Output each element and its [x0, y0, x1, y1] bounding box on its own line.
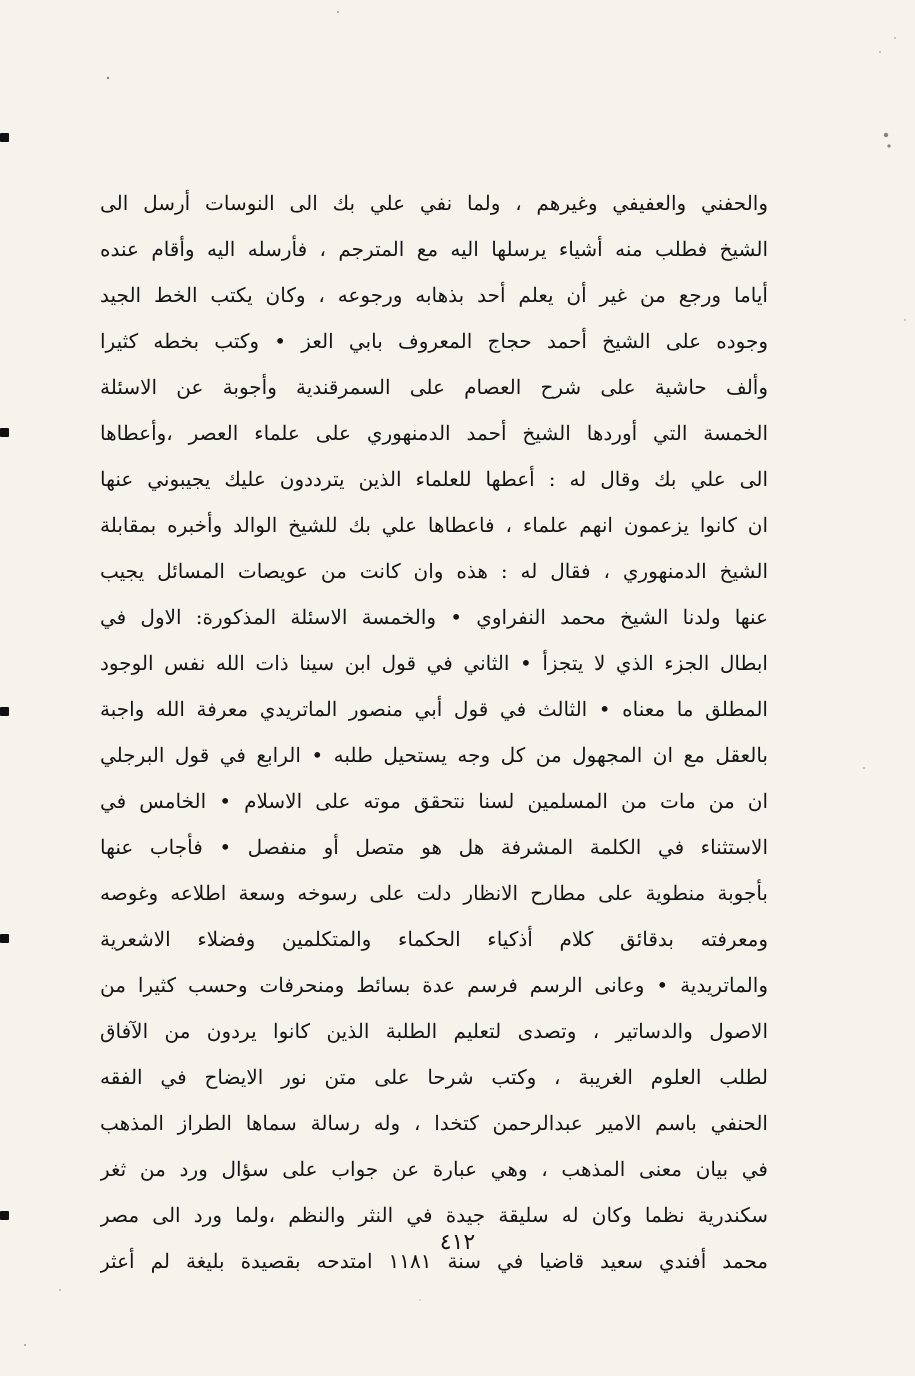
text-line: بالعقل مع ان المجهول من كل وجه يستحيل طلبه • الرابع في قول البرجلي: [100, 743, 768, 767]
text-line: المطلق ما معناه • الثالث في قول أبي منصور الماتريدي معرفة الله واجبة: [100, 697, 768, 721]
text-line: لطلب العلوم الغريبة ، وكتب شرحا على متن نور الايضاح في الفقه: [100, 1065, 768, 1089]
text-line: ومعرفته بدقائق كلام أذكياء الحكماء والمتكلمين وفضلاء الاشعرية: [100, 927, 768, 951]
text-line: الشيخ الدمنهوري ، فقال له : هذه وان كانت من عويصات المسائل يجيب: [100, 559, 768, 583]
margin-mark-2: [0, 428, 9, 437]
text-line: الخمسة التي أوردها الشيخ أحمد الدمنهوري على علماء العصر ،وأعطاها: [100, 421, 768, 445]
body-text: [100, 180, 768, 1284]
text-line: وجوده على الشيخ أحمد حجاج المعروف بابي العز • وكتب بخطه كثيرا: [100, 329, 768, 353]
text-line: محمد أفندي سعيد قاضيا في سنة ١١٨١ امتدحه بقصيدة بليغة لم أعثر: [100, 1249, 768, 1273]
text-line: ان كانوا يزعمون انهم علماء ، فاعطاها علي بك للشيخ الوالد وأخبره بمقابلة: [100, 513, 768, 537]
text-line: الى علي بك وقال له : أعطها للعلماء الذين يترددون عليك يجيبوني عنها: [100, 467, 768, 491]
margin-mark-5: [0, 1211, 9, 1220]
text-line: الشيخ فطلب منه أشياء يرسلها اليه مع المترجم ، فأرسله اليه وأقام عنده: [100, 237, 768, 261]
text-line: والحفني والعفيفي وغيرهم ، ولما نفي علي بك الى النوسات أرسل الى: [100, 191, 768, 215]
text-line: بأجوبة منطوية على مطارح الانظار دلت على رسوخه وسعة اطلاعه وغوصه: [100, 881, 768, 905]
page-number: ٤١٢: [439, 1230, 476, 1255]
text-line: وألف حاشية على شرح العصام على السمرقندية وأجوبة عن الاسئلة: [100, 375, 768, 399]
text-line: والماتريدية • وعانى الرسم فرسم عدة بسائط ومنحرفات وحسب كثيرا من: [100, 973, 768, 997]
text-line: الحنفي باسم الامير عبدالرحمن كتخدا ، وله رسالة سماها الطراز المذهب: [100, 1111, 768, 1135]
text-line: الاصول والدساتير ، وتصدى لتعليم الطلبة الذين كانوا يردون من الآفاق: [100, 1019, 768, 1043]
text-line: أياما ورجع من غير أن يعلم أحد بذهابه ورجوعه ، وكان يكتب الخط الجيد: [100, 283, 768, 307]
text-line: ابطال الجزء الذي لا يتجزأ • الثاني في قول ابن سينا ذات الله نفس الوجود: [100, 651, 768, 675]
margin-mark-4: [0, 934, 9, 943]
text-line: ان من مات من المسلمين لسنا نتحقق موته على الاسلام • الخامس في: [100, 789, 768, 813]
margin-mark-1: [0, 133, 9, 142]
text-line: سكندرية نظما وكان له سليقة جيدة في النثر والنظم ،ولما ورد الى مصر: [100, 1203, 768, 1227]
margin-mark-3: [0, 707, 9, 716]
text-line: عنها ولدنا الشيخ محمد النفراوي • والخمسة الاسئلة المذكورة: الاول في: [100, 605, 768, 629]
text-line: في بيان معنى المذهب ، وهي عبارة عن جواب على سؤال ورد من ثغر: [100, 1157, 768, 1181]
text-line: الاستثناء في الكلمة المشرفة هل هو متصل أو منفصل • فأجاب عنها: [100, 835, 768, 859]
